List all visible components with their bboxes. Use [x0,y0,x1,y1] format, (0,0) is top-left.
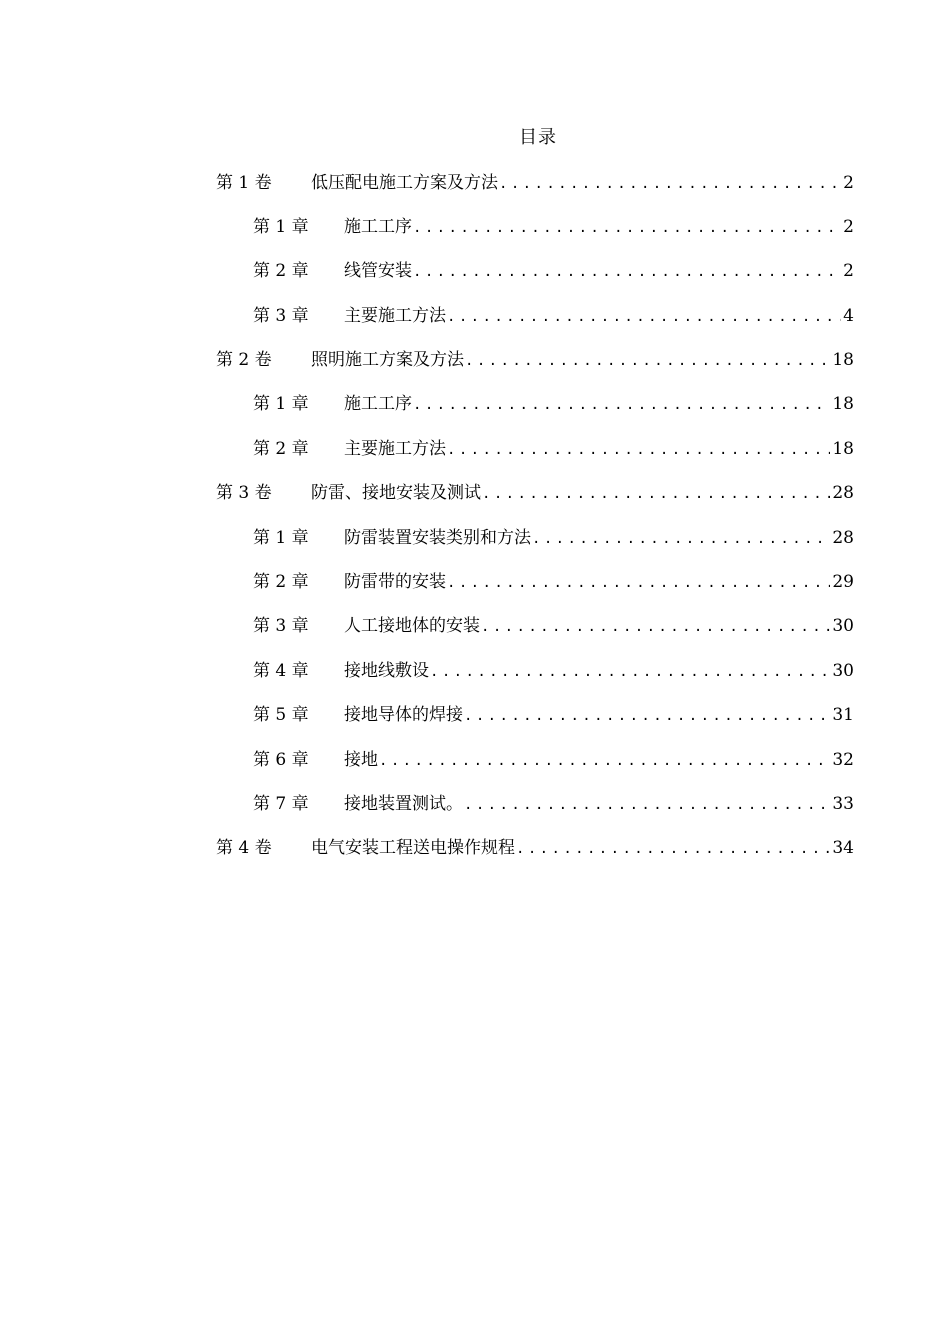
toc-entry-page: 2 [843,261,854,281]
toc-entry-number: 第 3 卷 [216,483,272,503]
toc-dot-leader [482,481,830,507]
toc-entry-number: 第 2 章 [253,572,309,592]
toc-entry-page: 18 [832,439,854,459]
toc-entry-text: 接地线敷设 [344,661,429,681]
toc-entry-chapter[interactable] [253,613,854,639]
toc-entry-chapter[interactable] [253,658,854,684]
toc-entry-text: 接地装置测试。 [344,794,463,814]
toc-entry-chapter[interactable] [253,747,854,773]
toc-entry-text: 施工工序 [344,217,412,237]
toc-entry-page: 18 [832,394,854,414]
toc-entry-volume-3[interactable] [216,480,854,506]
toc-dot-leader [447,437,830,463]
toc-entry-text: 低压配电施工方案及方法 [311,173,498,193]
toc-entry-chapter[interactable] [253,258,854,284]
toc-entry-chapter[interactable] [253,436,854,462]
toc-entry-number: 第 2 卷 [216,350,272,370]
toc-dot-leader [447,570,830,596]
toc-entry-number: 第 5 章 [253,705,309,725]
toc-dot-leader [430,659,830,685]
toc-title: 目录 [519,127,557,148]
toc-entry-text: 主要施工方法 [344,306,446,326]
toc-dot-leader [499,171,841,197]
toc-dot-leader [379,748,830,774]
toc-entry-chapter[interactable] [253,525,854,551]
toc-entry-number: 第 6 章 [253,750,309,770]
toc-entry-text: 防雷、接地安装及测试 [311,483,481,503]
toc-entry-text: 接地 [344,750,378,770]
toc-dot-leader [532,526,830,552]
toc-dot-leader [464,792,830,818]
toc-entry-number: 第 7 章 [253,794,309,814]
toc-entry-page: 31 [832,705,854,725]
toc-entry-number: 第 1 章 [253,528,309,548]
toc-entry-chapter[interactable] [253,791,854,817]
toc-entry-number: 第 3 章 [253,306,309,326]
toc-entry-number: 第 4 章 [253,661,309,681]
toc-dot-leader [413,392,830,418]
toc-entry-chapter[interactable] [253,569,854,595]
toc-entry-page: 29 [832,572,854,592]
toc-entry-chapter[interactable] [253,303,854,329]
toc-entry-text: 线管安装 [344,261,412,281]
toc-entry-page: 33 [832,794,854,814]
toc-entry-text: 电气安装工程送电操作规程 [311,838,515,858]
toc-entry-text: 接地导体的焊接 [344,705,463,725]
toc-entry-chapter[interactable] [253,702,854,728]
toc-entry-page: 32 [832,750,854,770]
toc-entry-number: 第 1 章 [253,394,309,414]
toc-entry-page: 18 [832,350,854,370]
toc-entry-number: 第 1 章 [253,217,309,237]
toc-dot-leader [447,304,841,330]
toc-entry-volume-1[interactable] [216,170,854,196]
toc-entry-text: 施工工序 [344,394,412,414]
toc-entry-page: 28 [832,483,854,503]
toc-entry-number: 第 3 章 [253,616,309,636]
toc-entry-number: 第 4 卷 [216,838,272,858]
toc-entry-page: 28 [832,528,854,548]
toc-entry-page: 30 [832,661,854,681]
toc-entry-text: 防雷带的安装 [344,572,446,592]
toc-entry-chapter[interactable] [253,391,854,417]
toc-dot-leader [465,348,830,374]
toc-dot-leader [413,259,841,285]
toc-entry-text: 照明施工方案及方法 [311,350,464,370]
toc-entry-number: 第 1 卷 [216,173,272,193]
toc-entry-page: 30 [832,616,854,636]
toc-entry-number: 第 2 章 [253,261,309,281]
toc-dot-leader [464,703,830,729]
toc-entry-chapter[interactable] [253,214,854,240]
toc-dot-leader [481,614,830,640]
toc-dot-leader [516,836,830,862]
toc-dot-leader [413,215,841,241]
toc-entry-page: 34 [832,838,854,858]
toc-entry-text: 防雷装置安装类别和方法 [344,528,531,548]
toc-entry-page: 2 [843,173,854,193]
toc-entry-page: 2 [843,217,854,237]
toc-entry-volume-4[interactable] [216,835,854,861]
toc-entry-volume-2[interactable] [216,347,854,373]
toc-entry-page: 4 [843,306,854,326]
toc-entry-text: 主要施工方法 [344,439,446,459]
toc-entry-text: 人工接地体的安装 [344,616,480,636]
toc-entry-number: 第 2 章 [253,439,309,459]
